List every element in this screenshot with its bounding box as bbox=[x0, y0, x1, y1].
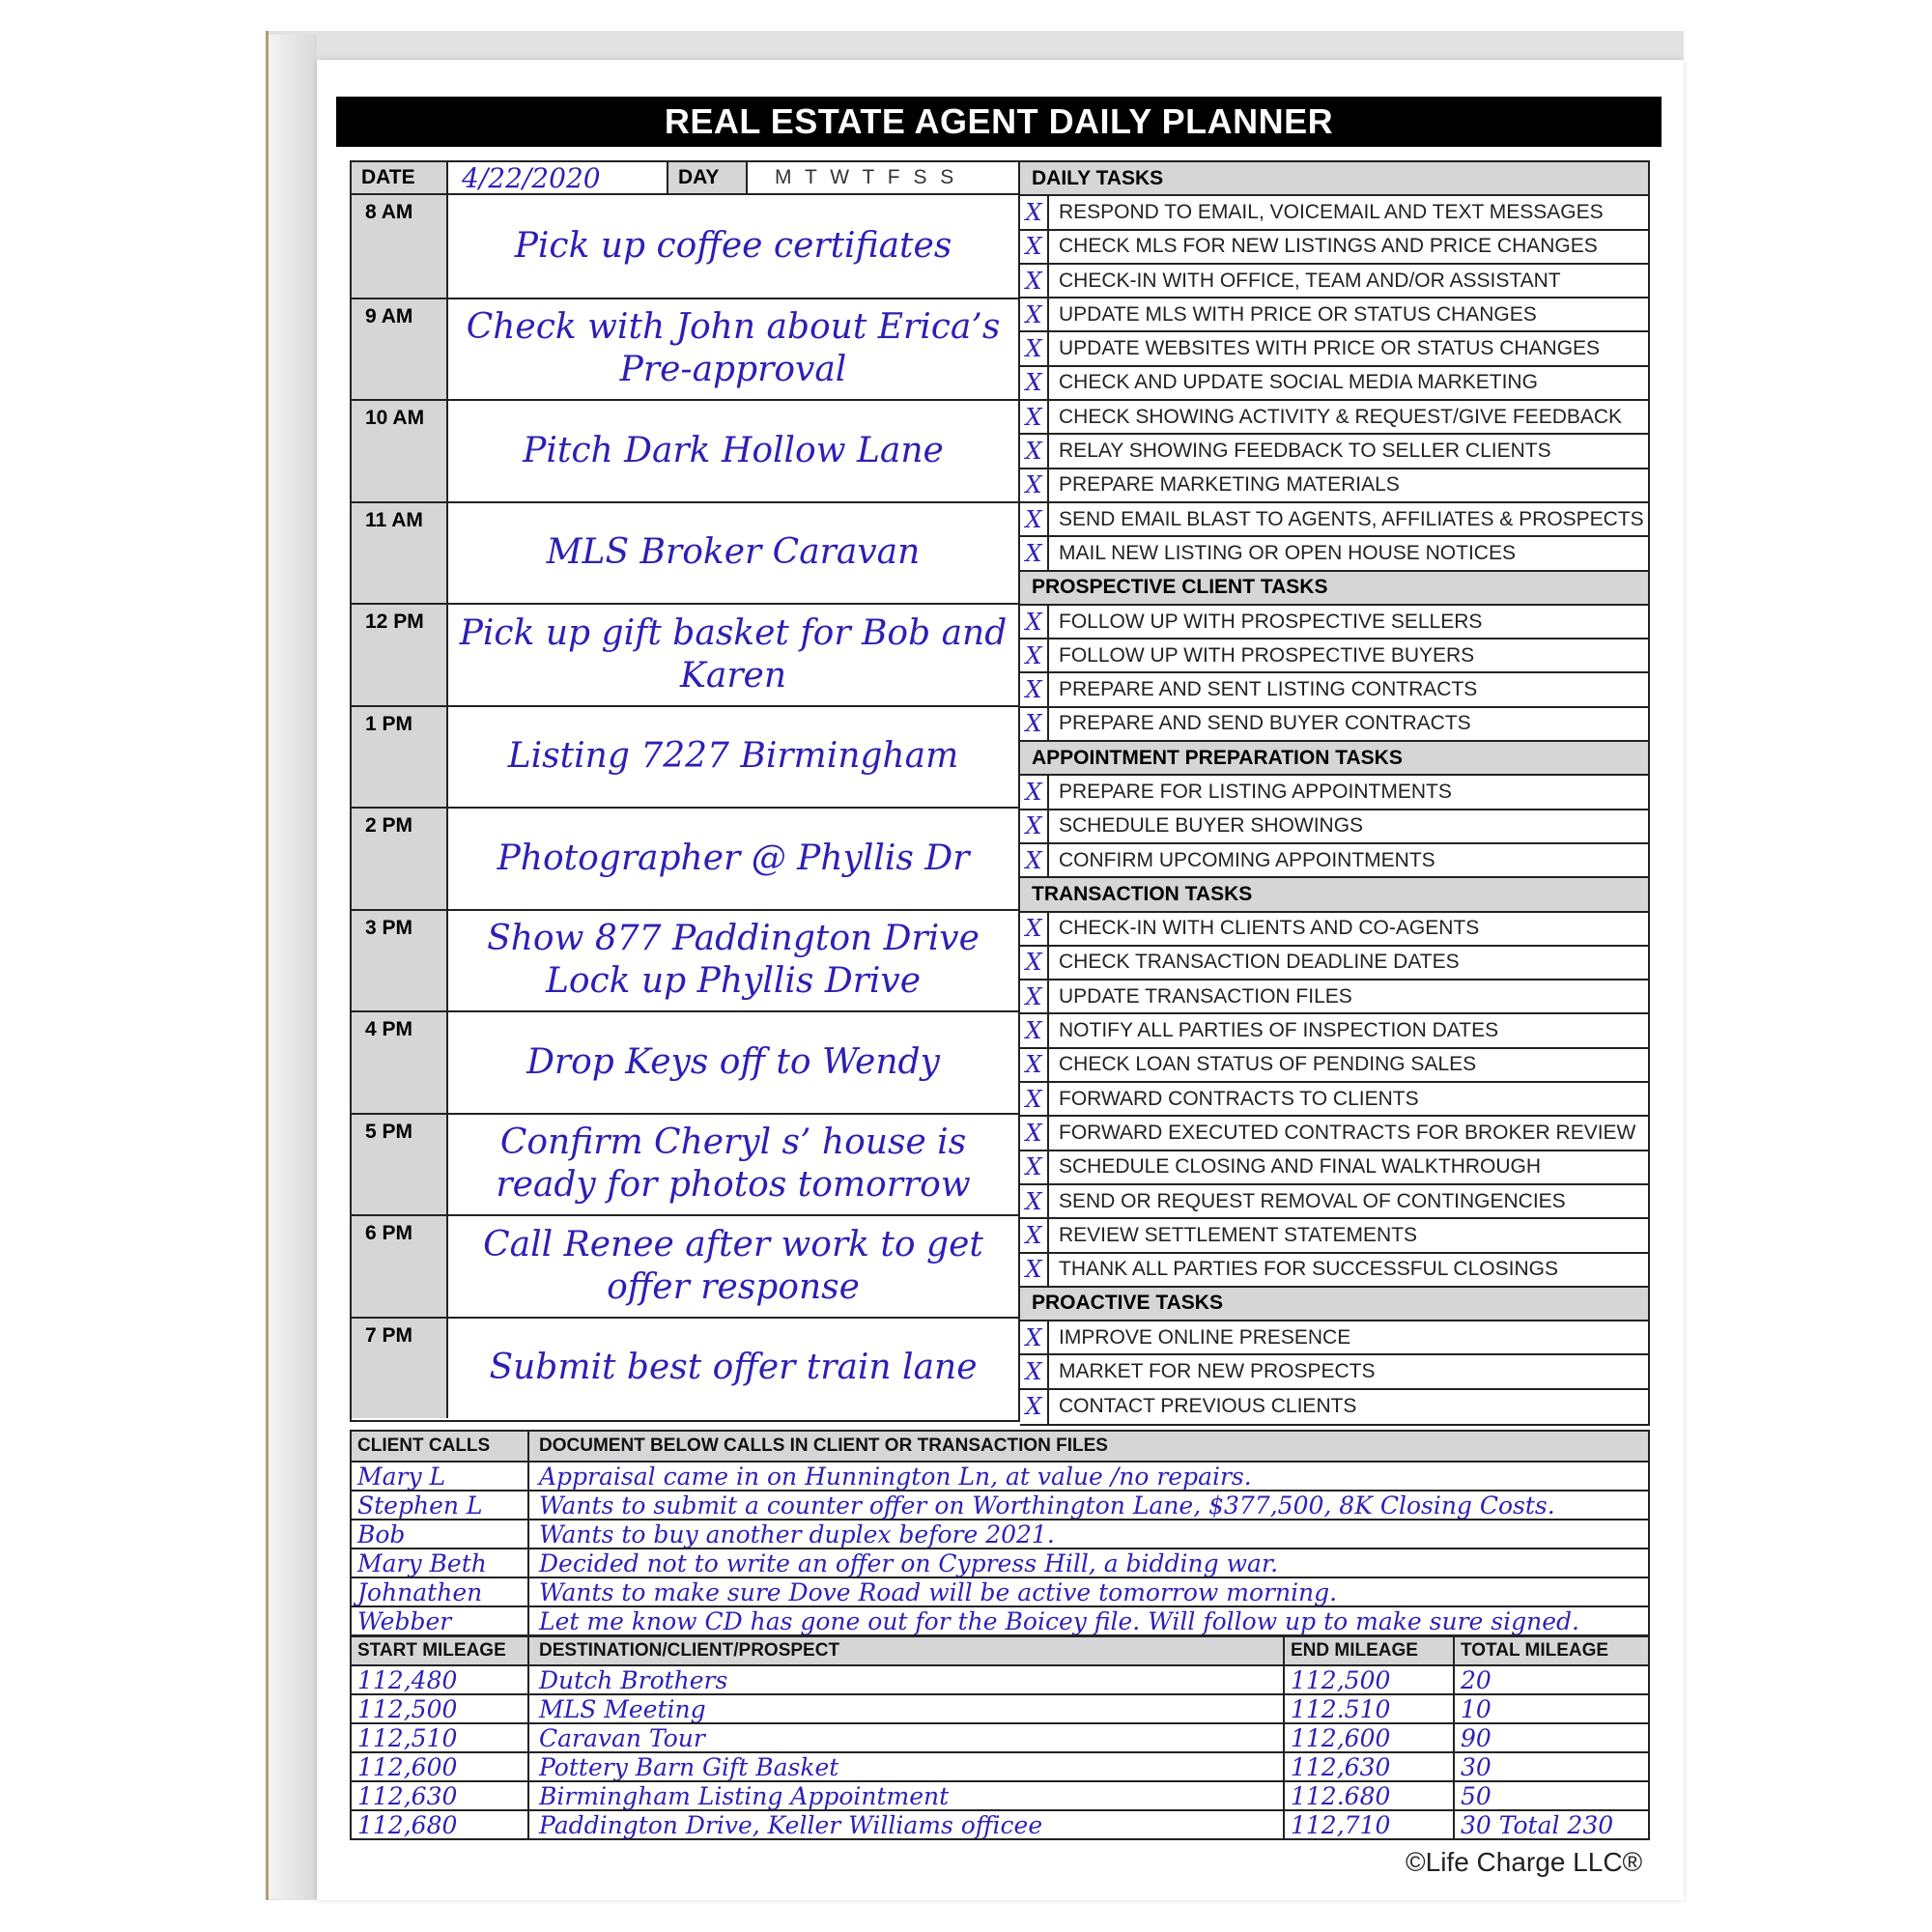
task-label: FOLLOW UP WITH PROSPECTIVE BUYERS bbox=[1059, 643, 1475, 667]
task-row bbox=[1020, 673, 1648, 707]
task-checkbox[interactable]: X bbox=[1020, 708, 1049, 740]
task-checkbox[interactable]: X bbox=[1020, 1355, 1049, 1387]
total-mileage-col-header: TOTAL MILEAGE bbox=[1461, 1640, 1609, 1661]
total-mileage[interactable]: 10 bbox=[1461, 1695, 1492, 1722]
end-mileage[interactable]: 112.680 bbox=[1285, 1782, 1455, 1809]
start-mileage[interactable]: 112,600 bbox=[352, 1753, 529, 1780]
task-row bbox=[1020, 1355, 1648, 1389]
task-label: THANK ALL PARTIES FOR SUCCESSFUL CLOSINGS bbox=[1059, 1258, 1558, 1281]
client-name[interactable]: Stephen L bbox=[352, 1492, 529, 1519]
task-row bbox=[1020, 810, 1648, 844]
task-label: CHECK-IN WITH OFFICE, TEAM AND/OR ASSISTANT bbox=[1059, 269, 1561, 292]
task-label: NOTIFY ALL PARTIES OF INSPECTION DATES bbox=[1059, 1019, 1499, 1042]
task-checkbox[interactable]: X bbox=[1020, 844, 1049, 876]
slot-entry[interactable]: Listing 7227 Birmingham bbox=[507, 736, 959, 777]
task-checkbox[interactable]: X bbox=[1020, 1117, 1049, 1149]
destination[interactable]: Dutch Brothers bbox=[529, 1666, 1285, 1693]
slot-entry[interactable]: Photographer @ Phyllis Dr bbox=[497, 838, 970, 878]
client-call-row bbox=[352, 1548, 1648, 1577]
call-note[interactable]: Wants to make sure Dove Road will be active tomorrow morning. bbox=[539, 1578, 1338, 1605]
task-checkbox[interactable]: X bbox=[1020, 980, 1049, 1012]
slot-time: 3 PM bbox=[352, 911, 448, 1011]
client-call-row bbox=[352, 1461, 1648, 1490]
copyright-notice: ©Life Charge LLC® bbox=[1406, 1847, 1643, 1877]
task-row bbox=[1020, 401, 1648, 435]
schedule-slot bbox=[352, 603, 1018, 705]
task-label: CHECK-IN WITH CLIENTS AND CO-AGENTS bbox=[1059, 917, 1480, 940]
task-label: FORWARD CONTRACTS TO CLIENTS bbox=[1059, 1087, 1419, 1110]
task-label: PREPARE FOR LISTING APPOINTMENTS bbox=[1059, 780, 1452, 803]
task-label: SEND EMAIL BLAST TO AGENTS, AFFILIATES & PROSPECTS bbox=[1059, 507, 1644, 530]
client-call-row bbox=[352, 1519, 1648, 1548]
task-checkbox[interactable]: X bbox=[1020, 639, 1049, 671]
document-calls-col-header: DOCUMENT BELOW CALLS IN CLIENT OR TRANSACTION FILES bbox=[539, 1435, 1108, 1456]
start-mileage[interactable]: 112,480 bbox=[352, 1666, 529, 1693]
task-row bbox=[1020, 1219, 1648, 1253]
task-checkbox[interactable]: X bbox=[1020, 435, 1049, 467]
schedule-slot bbox=[352, 705, 1018, 808]
task-row bbox=[1020, 1083, 1648, 1117]
end-mileage[interactable]: 112,600 bbox=[1285, 1724, 1455, 1751]
end-mileage[interactable]: 112,710 bbox=[1285, 1811, 1455, 1838]
slot-entry[interactable]: MLS Broker Caravan bbox=[546, 532, 921, 573]
schedule-slot bbox=[352, 501, 1018, 604]
call-note[interactable]: Wants to buy another duplex before 2021. bbox=[539, 1520, 1055, 1548]
slot-time: 9 AM bbox=[352, 299, 448, 400]
task-row bbox=[1020, 1151, 1648, 1185]
call-note[interactable]: Appraisal came in on Hunnington Ln, at value /no repairs. bbox=[539, 1463, 1252, 1490]
start-mileage[interactable]: 112,510 bbox=[352, 1724, 529, 1751]
task-checkbox[interactable]: X bbox=[1020, 469, 1049, 501]
task-label: MAIL NEW LISTING OR OPEN HOUSE NOTICES bbox=[1059, 541, 1516, 564]
task-label: SCHEDULE CLOSING AND FINAL WALKTHROUGH bbox=[1059, 1155, 1542, 1179]
schedule-slot bbox=[352, 1317, 1018, 1419]
client-call-row bbox=[352, 1490, 1648, 1519]
task-list bbox=[1020, 160, 1650, 1426]
task-label: MARKET FOR NEW PROSPECTS bbox=[1059, 1360, 1376, 1383]
slot-entry[interactable]: Pick up gift basket for Bob and Karen bbox=[459, 612, 1008, 696]
task-label: PREPARE MARKETING MATERIALS bbox=[1059, 473, 1400, 497]
task-checkbox[interactable]: X bbox=[1020, 1321, 1049, 1353]
client-call-row bbox=[352, 1577, 1648, 1605]
task-checkbox[interactable]: X bbox=[1020, 537, 1049, 569]
end-mileage[interactable]: 112,500 bbox=[1285, 1666, 1455, 1693]
task-checkbox[interactable]: X bbox=[1020, 332, 1049, 364]
mileage-header bbox=[352, 1635, 1648, 1664]
start-mileage-col-header: START MILEAGE bbox=[352, 1637, 529, 1664]
client-name[interactable]: Johnathen bbox=[352, 1578, 529, 1605]
task-label: FORWARD EXECUTED CONTRACTS FOR BROKER REVIEW bbox=[1059, 1121, 1636, 1144]
task-label: RESPOND TO EMAIL, VOICEMAIL AND TEXT MESSAGES bbox=[1059, 200, 1604, 223]
task-section-header: PROSPECTIVE CLIENT TASKS bbox=[1020, 572, 1648, 606]
end-mileage-col-header: END MILEAGE bbox=[1285, 1637, 1455, 1664]
total-mileage[interactable]: 30 Total 230 bbox=[1461, 1811, 1614, 1838]
slot-time: 2 PM bbox=[352, 809, 448, 909]
task-row bbox=[1020, 503, 1648, 537]
task-row bbox=[1020, 1254, 1648, 1288]
total-mileage[interactable]: 20 bbox=[1461, 1666, 1492, 1693]
notepad-side bbox=[269, 35, 317, 1899]
start-mileage[interactable]: 112,630 bbox=[352, 1782, 529, 1809]
start-mileage[interactable]: 112,680 bbox=[352, 1811, 529, 1838]
date-label: DATE bbox=[352, 162, 448, 193]
task-row bbox=[1020, 947, 1648, 980]
slot-time: 5 PM bbox=[352, 1115, 448, 1215]
schedule-slot bbox=[352, 1214, 1018, 1317]
task-row bbox=[1020, 844, 1648, 878]
task-label: CHECK LOAN STATUS OF PENDING SALES bbox=[1059, 1053, 1477, 1076]
task-label: UPDATE WEBSITES WITH PRICE OR STATUS CHANGES bbox=[1059, 337, 1601, 360]
task-label: RELAY SHOWING FEEDBACK TO SELLER CLIENTS bbox=[1059, 440, 1551, 463]
slot-time: 1 PM bbox=[352, 707, 448, 808]
task-row bbox=[1020, 1049, 1648, 1083]
task-row bbox=[1020, 776, 1648, 810]
destination[interactable]: Caravan Tour bbox=[529, 1724, 1285, 1751]
task-row bbox=[1020, 1321, 1648, 1355]
task-checkbox[interactable]: X bbox=[1020, 1151, 1049, 1183]
slot-entry[interactable]: Call Renee after work to get offer response bbox=[483, 1224, 983, 1307]
end-mileage[interactable]: 112.510 bbox=[1285, 1695, 1455, 1722]
slot-time: 11 AM bbox=[352, 503, 448, 604]
mileage-table bbox=[350, 1635, 1650, 1840]
task-checkbox[interactable]: X bbox=[1020, 1390, 1049, 1424]
start-mileage[interactable]: 112,500 bbox=[352, 1695, 529, 1722]
slot-time: 8 AM bbox=[352, 195, 448, 298]
client-calls-col-header: CLIENT CALLS bbox=[352, 1432, 529, 1461]
task-section-header: TRANSACTION TASKS bbox=[1020, 878, 1648, 912]
task-label: UPDATE TRANSACTION FILES bbox=[1059, 984, 1352, 1008]
task-label: CONFIRM UPCOMING APPOINTMENTS bbox=[1059, 848, 1435, 871]
end-mileage[interactable]: 112,630 bbox=[1285, 1753, 1455, 1780]
task-label: SEND OR REQUEST REMOVAL OF CONTINGENCIES bbox=[1059, 1189, 1566, 1212]
task-row bbox=[1020, 639, 1648, 673]
task-row bbox=[1020, 708, 1648, 742]
task-label: REVIEW SETTLEMENT STATEMENTS bbox=[1059, 1223, 1418, 1246]
task-row bbox=[1020, 1390, 1648, 1424]
schedule-slot bbox=[352, 909, 1018, 1011]
task-checkbox[interactable]: X bbox=[1020, 1254, 1049, 1286]
client-name[interactable]: Bob bbox=[352, 1520, 529, 1548]
task-row bbox=[1020, 265, 1648, 298]
task-row bbox=[1020, 196, 1648, 230]
task-checkbox[interactable]: X bbox=[1020, 367, 1049, 399]
task-checkbox[interactable]: X bbox=[1020, 503, 1049, 535]
total-mileage[interactable]: 90 bbox=[1461, 1724, 1492, 1751]
task-checkbox[interactable]: X bbox=[1020, 913, 1049, 945]
total-mileage[interactable]: 30 bbox=[1461, 1753, 1492, 1780]
client-name[interactable]: Webber bbox=[352, 1607, 529, 1634]
destination[interactable]: Birmingham Listing Appointment bbox=[529, 1782, 1285, 1809]
day-letters[interactable]: M T W T F S S bbox=[775, 166, 958, 188]
slot-entry[interactable]: Check with John about Erica’s Pre-approval bbox=[466, 307, 1001, 390]
task-label: FOLLOW UP WITH PROSPECTIVE SELLERS bbox=[1059, 610, 1483, 633]
task-row bbox=[1020, 298, 1648, 332]
task-section-header: PROACTIVE TASKS bbox=[1020, 1288, 1648, 1321]
slot-time: 7 PM bbox=[352, 1319, 448, 1419]
task-label: CONTACT PREVIOUS CLIENTS bbox=[1059, 1395, 1357, 1418]
day-label: DAY bbox=[668, 162, 748, 193]
task-label: PREPARE AND SEND BUYER CONTRACTS bbox=[1059, 712, 1471, 735]
schedule-slot bbox=[352, 1113, 1018, 1215]
hourly-schedule bbox=[350, 195, 1020, 1422]
task-label: CHECK MLS FOR NEW LISTINGS AND PRICE CHANGES bbox=[1059, 235, 1598, 258]
destination[interactable]: Paddington Drive, Keller Williams officee bbox=[529, 1811, 1285, 1838]
slot-entry[interactable]: Submit best offer train lane bbox=[489, 1348, 978, 1388]
task-label: PREPARE AND SENT LISTING CONTRACTS bbox=[1059, 678, 1478, 701]
call-note[interactable]: Wants to submit a counter offer on Worthington Lane, $377,500, 8K Closing Costs. bbox=[539, 1492, 1555, 1519]
client-call-row bbox=[352, 1605, 1648, 1634]
task-row bbox=[1020, 332, 1648, 366]
task-checkbox[interactable]: X bbox=[1020, 265, 1049, 297]
task-row bbox=[1020, 913, 1648, 947]
task-checkbox[interactable]: X bbox=[1020, 1014, 1049, 1046]
task-row bbox=[1020, 367, 1648, 401]
schedule-slot bbox=[352, 399, 1018, 501]
slot-entry[interactable]: Pick up coffee certifiates bbox=[514, 225, 952, 266]
date-value[interactable]: 4/22/2020 bbox=[448, 162, 668, 193]
task-row bbox=[1020, 1117, 1648, 1151]
mileage-row bbox=[352, 1693, 1648, 1722]
task-label: CHECK TRANSACTION DEADLINE DATES bbox=[1059, 951, 1460, 974]
task-checkbox[interactable]: X bbox=[1020, 810, 1049, 842]
task-row bbox=[1020, 1185, 1648, 1219]
slot-time: 4 PM bbox=[352, 1012, 448, 1113]
slot-time: 10 AM bbox=[352, 401, 448, 501]
destination[interactable]: Pottery Barn Gift Basket bbox=[529, 1753, 1285, 1780]
task-checkbox[interactable]: X bbox=[1020, 196, 1049, 228]
mileage-row bbox=[352, 1780, 1648, 1809]
task-checkbox[interactable]: X bbox=[1020, 1083, 1049, 1115]
task-checkbox[interactable]: X bbox=[1020, 401, 1049, 433]
planner-title: REAL ESTATE AGENT DAILY PLANNER bbox=[336, 97, 1662, 147]
call-note[interactable]: Let me know CD has gone out for the Boicey file. Will follow up to make sure signed. bbox=[539, 1607, 1579, 1634]
call-note[interactable]: Decided not to write an offer on Cypress Hill, a bidding war. bbox=[539, 1549, 1279, 1577]
schedule-slot bbox=[352, 298, 1018, 400]
schedule-slot bbox=[352, 1010, 1018, 1113]
task-checkbox[interactable]: X bbox=[1020, 606, 1049, 638]
task-row bbox=[1020, 980, 1648, 1014]
client-name[interactable]: Mary Beth bbox=[352, 1549, 529, 1577]
daily-tasks-header: DAILY TASKS bbox=[1020, 162, 1648, 196]
task-checkbox[interactable]: X bbox=[1020, 673, 1049, 705]
task-row bbox=[1020, 1014, 1648, 1048]
task-row bbox=[1020, 537, 1648, 571]
mileage-row bbox=[352, 1809, 1648, 1838]
client-calls-table bbox=[350, 1430, 1650, 1636]
task-label: CHECK AND UPDATE SOCIAL MEDIA MARKETING bbox=[1059, 371, 1538, 394]
date-day-row bbox=[350, 160, 1020, 195]
task-row bbox=[1020, 469, 1648, 503]
schedule-slot bbox=[352, 807, 1018, 909]
task-checkbox[interactable]: X bbox=[1020, 231, 1049, 263]
mileage-row bbox=[352, 1664, 1648, 1693]
task-section-header: APPOINTMENT PREPARATION TASKS bbox=[1020, 742, 1648, 776]
task-row bbox=[1020, 231, 1648, 265]
task-checkbox[interactable]: X bbox=[1020, 1219, 1049, 1251]
slot-entry[interactable]: Show 877 Paddington Drive Lock up Phyllis Drive bbox=[487, 919, 980, 1002]
task-row bbox=[1020, 606, 1648, 639]
client-name[interactable]: Mary L bbox=[352, 1463, 529, 1490]
slot-time: 12 PM bbox=[352, 605, 448, 705]
total-mileage[interactable]: 50 bbox=[1461, 1782, 1492, 1809]
task-row bbox=[1020, 435, 1648, 469]
task-checkbox[interactable]: X bbox=[1020, 776, 1049, 808]
schedule-slot bbox=[352, 195, 1018, 298]
mileage-row bbox=[352, 1722, 1648, 1751]
task-label: CHECK SHOWING ACTIVITY & REQUEST/GIVE FEEDBACK bbox=[1059, 405, 1623, 428]
destination[interactable]: MLS Meeting bbox=[529, 1695, 1285, 1722]
task-checkbox[interactable]: X bbox=[1020, 1049, 1049, 1081]
slot-entry[interactable]: Drop Keys off to Wendy bbox=[526, 1041, 940, 1082]
task-label: SCHEDULE BUYER SHOWINGS bbox=[1059, 814, 1364, 838]
task-checkbox[interactable]: X bbox=[1020, 298, 1049, 330]
task-checkbox[interactable]: X bbox=[1020, 947, 1049, 979]
slot-entry[interactable]: Confirm Cheryl s’ house is ready for photos tomorrow bbox=[496, 1122, 971, 1206]
task-label: UPDATE MLS WITH PRICE OR STATUS CHANGES bbox=[1059, 302, 1537, 326]
client-calls-header bbox=[352, 1432, 1648, 1461]
mileage-row bbox=[352, 1751, 1648, 1780]
destination-col-header: DESTINATION/CLIENT/PROSPECT bbox=[529, 1637, 1285, 1664]
task-checkbox[interactable]: X bbox=[1020, 1185, 1049, 1217]
slot-entry[interactable]: Pitch Dark Hollow Lane bbox=[523, 430, 944, 470]
task-label: IMPROVE ONLINE PRESENCE bbox=[1059, 1325, 1351, 1349]
slot-time: 6 PM bbox=[352, 1216, 448, 1317]
